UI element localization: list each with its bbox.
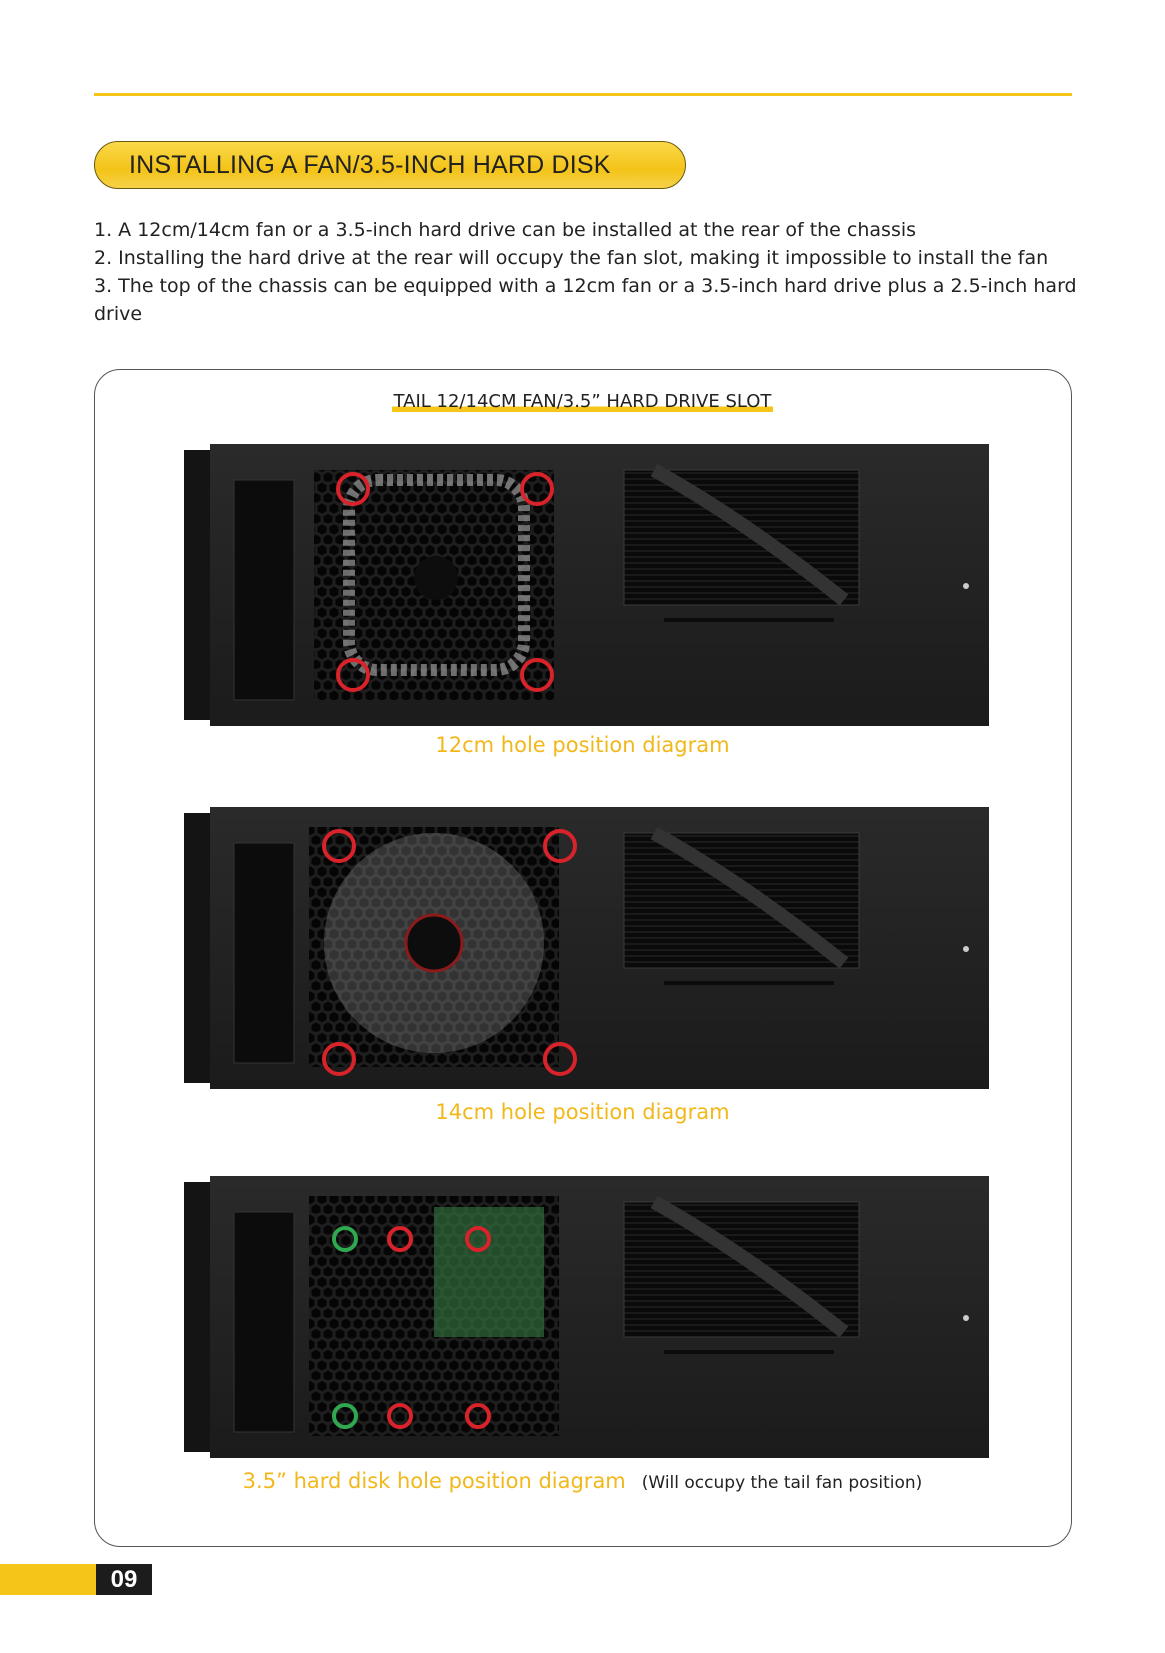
- chassis-photo-14cm: [184, 803, 989, 1093]
- section-title: INSTALLING A FAN/3.5-INCH HARD DISK: [129, 151, 611, 179]
- panel-title: TAIL 12/14CM FAN/3.5” HARD DRIVE SLOT: [393, 391, 772, 412]
- section-title-banner: [94, 141, 686, 189]
- caption-hdd-note: (Will occupy the tail fan position): [641, 1473, 923, 1493]
- instruction-1: 1. A 12cm/14cm fan or a 3.5-inch hard drive can be installed at the rear of the chassis: [94, 219, 917, 241]
- caption-12cm: 12cm hole position diagram: [435, 733, 730, 757]
- caption-14cm: 14cm hole position diagram: [435, 1100, 730, 1124]
- instructions: [94, 216, 1084, 328]
- instruction-3: 3. The top of the chassis can be equipped with a 12cm fan or a 3.5-inch hard drive plus a 2.5-inch hard drive: [94, 275, 1077, 325]
- page-number: 09: [96, 1564, 152, 1595]
- chassis-photo-12cm: [184, 440, 989, 730]
- page-number-bar: [0, 1564, 96, 1595]
- instruction-2: 2. Installing the hard drive at the rear will occupy the fan slot, making it impossible to install the fan: [94, 247, 1049, 269]
- chassis-photo-hdd: [184, 1172, 989, 1462]
- top-rule: [94, 93, 1072, 96]
- caption-hdd: 3.5” hard disk hole position diagram (Will occupy the tail fan position): [242, 1469, 923, 1493]
